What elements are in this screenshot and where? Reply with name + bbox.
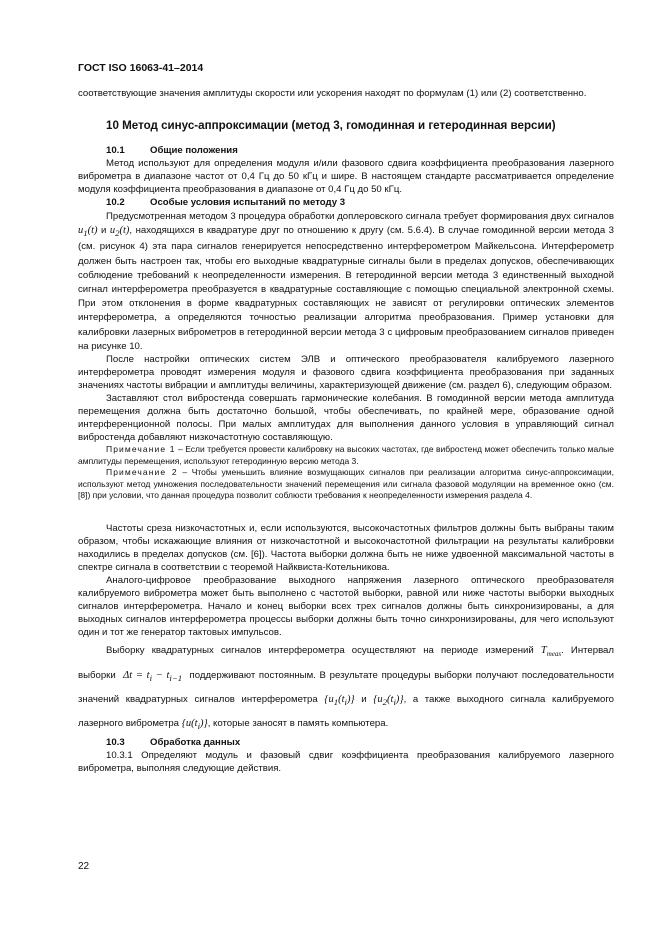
section-10-heading: 10 Метод синус-аппроксимации (метод 3, гомодинная и гетеродинная версии)	[106, 118, 556, 132]
paragraph-10-1-1: Метод используют для определения модуля и/или фазового сдвига коэффициента преобразования лазерного виброметра в диапазоне частот от 0,4 Гц до 50 кГц и шире. В настоящем стандарте рассматривается определение модуля коэффициента преобразования в диапазоне от 0,4 Гц до 50 кГц.	[78, 158, 614, 196]
subsection-number: 10.2	[106, 197, 125, 209]
subsection-10-1-heading	[78, 145, 614, 158]
text-run: и	[361, 693, 367, 705]
subsection-10-3-heading	[78, 737, 614, 750]
formula-t-meas: $T_{meas}$	[540, 644, 562, 658]
note-text: – Если требуется провести калибровку на высоких частотах, где вибростенд может обеспечить только малые амплитуды перемещения, используют гетеродинную версию метода 3.	[78, 444, 614, 466]
subsection-number: 10.3	[106, 736, 125, 748]
formula-u-seq: $\{u(t_i)\}$	[181, 717, 208, 731]
formula-u2-seq: $\{u_2(t_i)\}$	[373, 693, 404, 707]
note-1	[78, 444, 614, 467]
page-number: 22	[78, 861, 90, 872]
document-body	[78, 88, 614, 776]
spacer	[78, 501, 614, 523]
paragraph-10-2-5: Аналого-цифровое преобразование выходного напряжения лазерного оптического преобразователя калибруемого виброметра может быть выполнено с частотой выборки, равной или ниже частоты выборки выходных сигналов интерферометра. Начало и конец выборки всех трех сигналов должны быть синхронизированы, а для выходных сигналов интерферометра процессы выборки должны быть точно синхронизированы, для чего используют один и тот же генератор тактовых импульсов.	[78, 575, 614, 638]
text-run: , которые заносят в память компьютера.	[207, 717, 389, 729]
note-label: Примечание 2	[106, 467, 178, 478]
document-header: ГОСТ ISO 16063-41–2014	[78, 62, 204, 74]
note-2	[78, 467, 614, 501]
text-run: Выборку квадратурных сигналов интерферометра осуществляют на периоде измерений	[106, 644, 534, 656]
subsection-10-2-heading	[78, 197, 614, 210]
paragraph-10-2-2: После настройки оптических систем ЭЛВ и оптического преобразователя калибруемого лазерного интерферометра проводят измерения модуля и фазового сдвига коэффициента преобразования при заданных значениях частоты вибрации и амплитуды величины, характеризующей движение (см. раздел 6), следующим образом.	[78, 354, 614, 391]
subsection-number: 10.1	[106, 145, 125, 157]
paragraph-10-2-6: Выборку квадратурных сигналов интерферометра осуществляют на периоде измерений $T_{meas}$. Интервал выборки $\Delta t = t_i - t_{i-1}$ поддерживают постоянным. В результате процедуры выборки получают последовательности значений квадратурных сигналов интерферометра $\{u_1(t_i)\}$ и $\{u_2(t_i)\}$, а также выходного сигнала калибруемого лазерного виброметра $\{u(t_i)\}$, которые заносят в память компьютера.	[78, 644, 615, 731]
paragraph-10-2-4: Частоты среза низкочастотных и, если используются, высокочастотных фильтров должны быть выбраны таким образом, чтобы искажающие влияния от низкочастотной и высокочастотной фильтрации на результаты калибровки находились в пределах допусков (см. [6]). Частота выборки должна быть не ниже удвоенной максимальной частоты в спектре сигнала в соответствии с теоремой Найквиста-Котельникова.	[78, 523, 614, 574]
note-text: – Чтобы уменьшить влияние возмущающих сигналов при реализации алгоритма синус-аппроксимации, используют метод умножения последовательности значений перемещения или сигнала фазовой модуляции на временное окно (см. [8]) при условии, что данная процедура позволит соблюсти требования к неопределенности измерения раздела 4.	[78, 467, 614, 501]
text-run: получают последовательности значений квадратурных сигналов интерферометра	[78, 669, 615, 705]
subsection-title: Общие положения	[150, 145, 238, 157]
paragraph-10-2-3: Заставляют стол вибростенда совершать гармонические колебания. В гомодинной версии метода амплитуда перемещения должна быть достаточно большой, чтобы обеспечивать, по крайней мере, образование одной интерференционной полосы. При малых амплитудах для выполнения данного условия в управляющий сигнал вибростенда добавляют низкочастотную составляющую.	[78, 392, 614, 443]
paragraph-10-2-1	[78, 210, 614, 354]
intro-paragraph: соответствующие значения амплитуды скорости или ускорения находят по формулам (1) или (2) соответственно.	[78, 88, 587, 99]
text-run: , находящихся в квадратуре друг по отношению к другу (см. 5.6.4). В случае гомодинной версии метода 3 (см. рисунок 4) эта пара сигналов генерируется непосредственно интерферометром Майкельсона. Интерферометр должен быть настроен так, чтобы его выходные квадратурные сигналы были в пределах допусков, обеспечивающих соблюдение требований к неопределенности измерения. В гетеродинной версии метода 3 единственный выходной сигнал интерферометра преобразуется в квадратурные составляющие с помощью специальной электронной схемы. При этом отклонения в форме квадратурных составляющих не зависят от регулировки оптических элементов интерферометра, а определяются точностью реализации алгоритма преобразования. Пример установки для калибровки лазерных виброметров в гетеродинной версии метода 3 с цифровым преобразованием сигналов приведен на рисунке 10.	[78, 225, 614, 352]
text-run: Предусмотренная методом 3 процедура обработки доплеровского сигнала требует формирования двух сигналов	[106, 210, 614, 222]
formula-u1: $u_1(t)$	[78, 225, 98, 239]
subsection-title: Обработка данных	[150, 736, 241, 748]
formula-delta-t: $\Delta t = t_i - t_{i-1}$	[119, 669, 183, 683]
formula-u1-seq: $\{u_1(t_i)\}$	[324, 693, 355, 707]
subsection-title: Особые условия испытаний по методу 3	[150, 197, 346, 209]
text-run: Интервал выборки	[78, 644, 614, 681]
text-run: и	[101, 225, 107, 237]
note-label: Примечание 1	[106, 444, 176, 455]
formula-u2: $u_2(t)$	[109, 225, 130, 239]
text-run: а также выходного сигнала калибруемого лазерного виброметра	[78, 693, 614, 729]
text-run: поддерживают постоянным. В результате процедуры выборки	[189, 669, 472, 681]
paragraph-10-3-1: 10.3.1 Определяют модуль и фазовый сдвиг коэффициента преобразования калибруемого лазерного виброметра, выполняя следующие действия.	[78, 749, 614, 774]
